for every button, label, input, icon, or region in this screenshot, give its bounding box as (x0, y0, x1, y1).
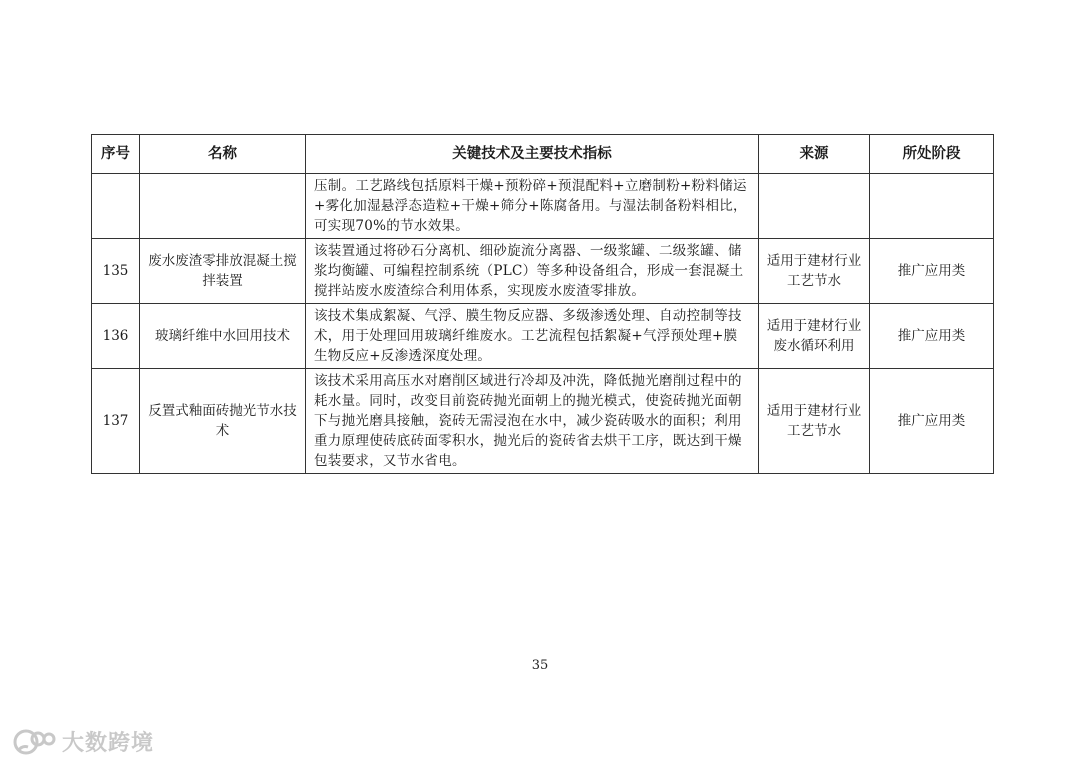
row-stage (870, 174, 994, 239)
brand-logo-icon (12, 727, 56, 757)
row-source: 适用于建材行业工艺节水 (759, 369, 870, 474)
row-seq: 135 (92, 239, 140, 304)
row-tech: 该技术集成絮凝、气浮、膜生物反应器、多级渗透处理、自动控制等技术，用于处理回用玻璃纤维废水。工艺流程包括絮凝+气浮预处理+膜生物反应+反渗透深度处理。 (306, 304, 759, 369)
table-row (92, 239, 994, 304)
row-name: 废水废渣零排放混凝土搅拌装置 (140, 239, 306, 304)
row-stage: 推广应用类 (870, 239, 994, 304)
watermark-text: 大数跨境 (62, 731, 155, 756)
header-name: 名称 (140, 135, 306, 174)
header-source: 来源 (759, 135, 870, 174)
table-row (92, 174, 994, 239)
header-stage: 所处阶段 (870, 135, 994, 174)
row-seq: 136 (92, 304, 140, 369)
table-row (92, 369, 994, 474)
row-name (140, 174, 306, 239)
row-seq (92, 174, 140, 239)
table-row (92, 304, 994, 369)
header-tech: 关键技术及主要技术指标 (306, 135, 759, 174)
row-seq: 137 (92, 369, 140, 474)
row-name: 玻璃纤维中水回用技术 (140, 304, 306, 369)
row-tech: 压制。工艺路线包括原料干燥+预粉碎+预混配料+立磨制粉+粉料储运+雾化加湿悬浮态造粒+干燥+筛分+陈腐备用。与湿法制备粉料相比，可实现70%的节水效果。 (306, 174, 759, 239)
row-source: 适用于建材行业工艺节水 (759, 239, 870, 304)
header-seq: 序号 (92, 135, 140, 174)
row-name: 反置式釉面砖抛光节水技术 (140, 369, 306, 474)
technology-table (91, 134, 994, 474)
row-stage: 推广应用类 (870, 304, 994, 369)
row-source (759, 174, 870, 239)
page-number: 35 (531, 658, 549, 673)
watermark (12, 726, 154, 757)
row-tech: 该装置通过将砂石分离机、细砂旋流分离器、一级浆罐、二级浆罐、储浆均衡罐、可编程控制系统（PLC）等多种设备组合，形成一套混凝土搅拌站废水废渣综合利用体系，实现废水废渣零排放。 (306, 239, 759, 304)
row-source: 适用于建材行业废水循环利用 (759, 304, 870, 369)
row-tech: 该技术采用高压水对磨削区域进行冷却及冲洗，降低抛光磨削过程中的耗水量。同时，改变目前瓷砖抛光面朝上的抛光模式，使瓷砖抛光面朝下与抛光磨具接触，瓷砖无需浸泡在水中，减少瓷砖吸水的面积；利用重力原理使砖底砖面零积水，抛光后的瓷砖省去烘干工序，既达到干燥包装要求，又节水省电。 (306, 369, 759, 474)
row-stage: 推广应用类 (870, 369, 994, 474)
table-header-row (92, 135, 994, 174)
